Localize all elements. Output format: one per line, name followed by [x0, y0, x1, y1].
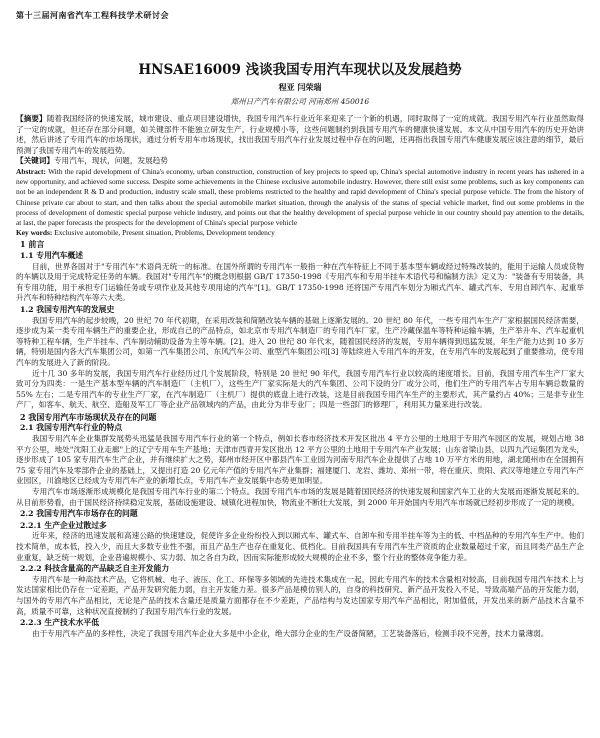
paper-title: HNSAE16009 浅谈我国专用汽车现状以及发展趋势 — [138, 62, 462, 78]
abstract — [16, 114, 584, 156]
section-heading-2-2-2: 2.2.2 科技含量高的产品缺乏自主开发能力 — [20, 564, 170, 574]
keywords-label: 【关键词】 — [16, 156, 54, 166]
en-abstract — [16, 167, 584, 228]
paragraph: 我国专用汽车的起步较晚，20 世纪 70 年代初期，在采用改装和简陋改装车辆的基础上逐渐发展的。20 世纪 80 年代，一些专用汽车生产厂家根据国民经济需要，逐步成为某一类专用车辆生产的重要企业，形成自己的产品特点，如北京市专用汽车制造厂的专用汽车厂家，生产冷藏保温车等特种运输车辆，生产举升车、汽车起重机等特种工程车辆，生产半挂车、汽车制动辅助设备为主等车辆。[2]。进入 20 世纪 80 年代末，随着国民经济的发展，专用车辆得到迅猛发展，年生产能力达到 10 多万辆，特别是国内各大汽车集团公司，如第一汽车集团公司、东风汽车公司、重型汽车集团公司[3] 等陆续进入专用汽车的开发，在专用汽车的发展起到了重要推动，使专用汽车的发展进入了新的阶段。 — [16, 315, 584, 367]
en-abstract-text: With the rapid development of China's economy, urban construction, construction of key projects to speed up, China's special automotive industry in recent years has ushered in a new opportunity, and achieved some success. Despite some achievements in the Chinese exclusive automobile industry. However, there still exist some problems, such as key components can not be an independent R & D and production, industry scale small, these problems restricted to the healthy and rapid development of China's special purpose vehicle. The from the history of Chinese private car about to start, and then talks about the special automobile market situation, through the analysis of the status of special vehicle market, find out some problems in the process of development of domestic special purpose vehicle industry, and points out that the healthy development of special purpose vehicle in our country should pay attention to the details, at last, the paper forecasts the prospects for the development of China's special purpose vehicle — [16, 166, 585, 227]
authors: 程亚 闫荣瑞 — [278, 82, 322, 92]
section-heading-2-2-3: 2.2.3 生产技术水平低 — [20, 618, 99, 628]
section-heading-1-1: 1.1 专用汽车概述 — [20, 250, 84, 260]
abstract-label: 【摘要】 — [16, 114, 47, 123]
en-abstract-label: Abstract: — [16, 166, 46, 176]
section-heading-1-2: 1.2 我国专用汽车的发展史 — [20, 304, 115, 314]
section-heading-2: 2 我国专用汽车市场现状及存在的问题 — [20, 411, 157, 422]
paragraph: 专用汽车是一种高技术产品，它将机械、电子、液压、化工、环保等多领域的先进技术集成在一起，因此专用汽车的技术含量相对较高，目前我国专用汽车技术上与发达国家相比仍存在一定差距，产品开发研究能力弱，自主开发能力差。很多产品是模仿别人的，自身的科技研究、新产品开发投入不足，导致高端产品的开发能力弱，与国外的专用汽车产品相比，无论是产品的技术含量还是质量方面都存在不少差距，产品结构与发达国家专用汽车产品相比，附加值低，开发出来的新产品技术含量不高，质量不可靠，这种状况直接制约了我国专用汽车行业的发展。 — [16, 574, 584, 616]
paragraph: 专用汽车市场逐渐形成规模化是我国专用汽车行业的第二个特点。我国专用汽车市场的发展是随着国民经济的快速发展和国家汽车工业的大发展而逐渐发展起来的。从目前形势看，由于国民经济持续稳定发展，基础设施建设、城镇化进程加快，物流业不断壮大发展，到 2000 年开始国内专用汽车市场就已经初步形成了一定的规模。 — [16, 487, 584, 507]
keywords — [16, 156, 584, 167]
paragraph: 由于专用汽车产品的多样性，决定了我国专用汽车企业大多是中小企业，绝大部分企业的生产设备简陋，工艺装备落后，检测手段不完善，技术力量薄弱。 — [32, 628, 549, 638]
paper-body — [16, 114, 584, 639]
en-keywords-text: Exclusive automobile, Present situation, Problems, Development tendency — [54, 228, 275, 238]
section-heading-2-1: 2.1 我国专用汽车行业的特点 — [20, 423, 123, 433]
section-heading-2-2-1: 2.2.1 生产企业过散过多 — [20, 520, 107, 530]
en-keywords-label: Key words: — [16, 228, 53, 238]
running-head: 第十三届河南省汽车工程科技学术研讨会 — [16, 10, 169, 20]
abstract-text: 随着我国经济的快速发展，城市建设、重点项目建设增快，我国专用汽车行业近年来迎来了一个新的机遇，同时取得了一定的成就。我国专用汽车行业虽然取得了一定的成就，但还存在部分问题，如关键部件不能独立研发生产，行业规模小等，这些问题制约到我国专用汽车的健康快速发展。本文从中国专用汽车的历史开始讲述，然后讲述了专用汽车的市场现状，通过分析专用车市场现状，找出我国专用汽车行业发展过程中存在的问题，还再指出我国专用汽车健康发展应该注意的细节，最后预测了我国专用汽车的发展趋势。 — [16, 114, 585, 155]
paragraph: 我国专用汽车企业集群发展势头迅猛是我国专用汽车行业的第一个特点，例如长春市经济技术开发区批出 4 平方公里的土地用于专用汽车园区的发展，规划占地 38 平方公里，地处"沈阳工业走廊"上的辽宁专用车生产基地；天津市西青开发区批出 12 平方公里的土地用于专用汽车产业发展；山东省梁山县，以四九汽运集团为龙头，逐步形成了 105 家专用汽车生产企业，并有继续扩大之势，郑州市经开区中都县汽车工业园为河南专用汽车企业提供了占地 10 万平方米的用地，湖北随州市在全国拥有 75 家专用汽车及零部件企业的基础上，又提出打造 20 亿元年产值的专用汽车产业集群；福建厦门、龙岩、潍坊、郑州一带，将在重庆、贵阳、武汉等地建立专用汽车产业园区，川渝地区已经成为专用汽车产业的新增长点，专用汽车产业发展集中态势更加明显。 — [16, 434, 584, 486]
section-heading-1: 1 前言 — [20, 239, 45, 250]
paragraph: 目前，世界各国对于"专用汽车"术语尚无统一的标准。在国外所谓的专用汽车一般指一种在汽车特征上不同于基本型车辆或经过特殊改装的，能用于运输人员或货物的车辆以及用于完成特定任务的车辆。我国对"专用汽车"的概念则根据 GB/T 17350-1998《专用汽车和专用半挂车术语代号和编制方法》定义为："装备有专用装备，具有专用功能，用于承担专门运输任务或专项作业及其他专项用途的汽车"[1]。GB/T 17350-1998 还将国产专用汽车划分为厢式汽车、罐式汽车、专用自卸汽车、起重举升汽车和特种结构汽车等六大类。 — [16, 261, 584, 303]
en-keywords — [16, 228, 584, 238]
paragraph: 近年来，经济的迅速发展和高速公路的快速建设，促使许多企业纷纷投入到以厢式车、罐式车、自卸车和专用半挂车等为主的低、中档品种的专用汽车生产中。他们技术简单，成本低，投入少，而且大多数专业性不强，而且产品生产也存在重复化、低档化。目前我国具有专用汽车生产资质的企业数量超过千家，而且同类产品生产企业重复，缺乏统一规划，企业普遍规模小、实力弱、加之各自为政，因而实际能形成较大规模的企业不多，整个行业的整体竞争能力差。 — [16, 531, 584, 562]
keywords-text: 专用汽车，现状，问题，发展趋势 — [53, 156, 168, 166]
affiliation: 郑州日产汽车有限公司 河南郑州 450016 — [230, 97, 370, 106]
section-heading-2-2: 2.2 我国专用汽车市场存在的问题 — [20, 509, 138, 519]
paragraph: 近十几 30 多年的发展，我国专用汽车行业经历过几个发展阶段，特别是 20 世纪 90 年代，我国专用汽车行业以较高的速度增长。目前，我国专用汽车生产厂家大致可分为四类：一是生产基本型车辆的汽车制造厂（主机厂），这些生产厂家实际是大的汽车集团、公司下设的分厂或分公司，他们生产的专用汽车占专用车辆总数量的 55% 左右；二是专用汽车的专业生产厂家，在汽车制造厂（主机厂）提供的底盘上进行改装，这是目前我国专用汽车生产的主要形式，其产量约占 40%；三是非专业生产厂，如客车、航天、航空、造船及军工厂等企业产品领域内的产品，由此分为非专业厂；四是一些部门的修理厂，利用其力量来进行改装。 — [16, 368, 584, 410]
